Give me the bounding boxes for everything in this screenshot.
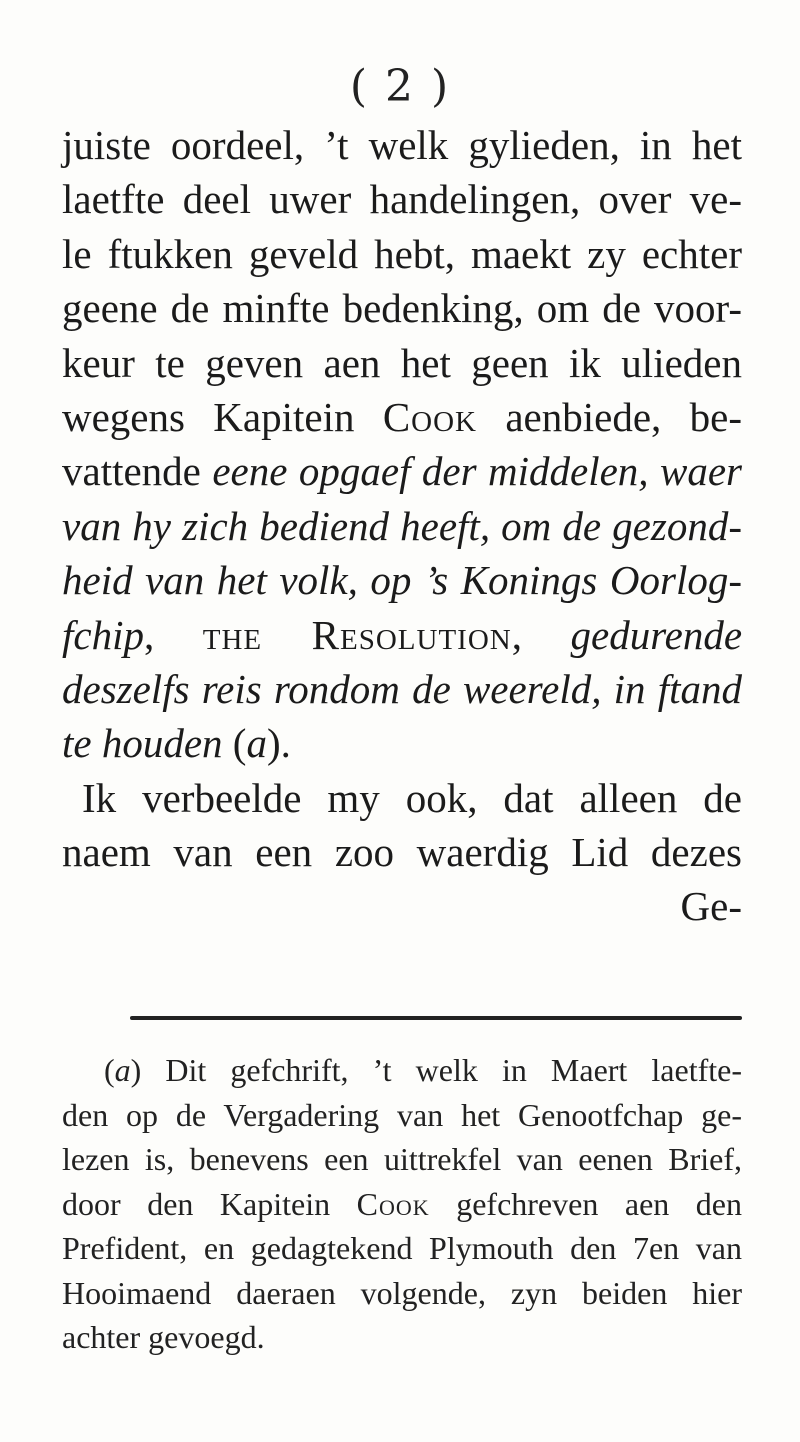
footnote-line-segment: den op de Vergadering van het Genootfchap ge- xyxy=(62,1096,742,1133)
text-line xyxy=(62,172,742,226)
text-line xyxy=(62,662,742,716)
footnote-line-segment: lezen is, benevens een uittrekfel van eenen Brief, xyxy=(62,1141,742,1177)
text-line-segment: le ftukken geveld hebt, maekt zy echter xyxy=(62,230,742,277)
footnote-line-segment: ( xyxy=(104,1052,115,1088)
footnote-line xyxy=(62,1271,742,1316)
footnote-line-segment: Cook xyxy=(356,1185,430,1222)
text-line xyxy=(62,716,742,770)
text-line-segment: wegens Kapitein xyxy=(62,393,383,440)
footnote-line-segment: door den Kapitein xyxy=(62,1185,357,1222)
text-line-segment: heid van het volk, op ’s Konings Oorlog- xyxy=(62,557,742,604)
text-line-segment: naem van een zoo waerdig Lid dezes xyxy=(62,829,742,876)
text-line-segment: eene opgaef der middelen, waer xyxy=(212,448,742,495)
text-line-segment: te houden xyxy=(62,720,223,767)
text-line-segment: Ge- xyxy=(680,883,742,930)
text-line-segment: fchip xyxy=(62,611,144,658)
text-line-segment: juiste oordeel, ’t welk gylieden, in het xyxy=(62,122,742,168)
text-line xyxy=(62,336,742,390)
text-line-segment: ( xyxy=(222,720,247,767)
footnote-line xyxy=(62,1048,742,1093)
footnote-line-segment: Hooimaend daeraen volgende, zyn beiden hier xyxy=(62,1274,742,1311)
text-line xyxy=(62,227,742,281)
text-line-segment: Cook xyxy=(382,393,478,440)
footnote-line xyxy=(62,1226,742,1271)
text-line-segment: keur te geven aen het geen ik ulieden xyxy=(62,339,742,386)
footnote-line-segment: achter gevoegd. xyxy=(62,1319,265,1355)
text-line-segment: deszelfs reis rondom de weereld, in ftand xyxy=(62,665,742,712)
text-line-segment: geene de minfte bedenking, om de voor- xyxy=(62,285,742,332)
text-line-segment: the Resolution xyxy=(202,611,512,658)
footnote-line xyxy=(62,1182,742,1227)
text-line xyxy=(62,771,742,825)
text-line xyxy=(62,825,742,879)
text-line-segment: , xyxy=(511,611,571,658)
text-line xyxy=(62,879,742,933)
page-number: ( 2 ) xyxy=(349,61,451,112)
text-line xyxy=(62,281,742,335)
text-line-segment: aenbiede, be- xyxy=(477,393,742,440)
footnote-line xyxy=(62,1093,742,1138)
text-line xyxy=(62,118,742,172)
footnote-line-segment: Prefident, en gedagtekend Plymouth den 7en van xyxy=(62,1230,742,1266)
text-line-segment: , xyxy=(143,611,203,658)
text-line-segment: ). xyxy=(266,720,291,767)
text-line-segment: laetfte deel uwer handelingen, over ve- xyxy=(62,176,742,223)
text-line xyxy=(62,608,742,662)
main-text xyxy=(62,118,742,934)
footnote-line-segment: ) Dit gefchrift, ’t welk in Maert laetfte- xyxy=(130,1052,742,1088)
text-line-segment: Ik verbeelde my ook, dat alleen de xyxy=(82,774,742,821)
footnote-line-segment: gefchreven aen den xyxy=(429,1185,743,1222)
text-line xyxy=(62,553,742,607)
text-line-segment: a xyxy=(246,720,267,767)
text-line-segment: van hy zich bediend heeft, om de gezond- xyxy=(62,502,742,549)
footnote xyxy=(62,1048,742,1360)
footnote-separator-rule xyxy=(130,1016,742,1020)
footnote-line xyxy=(62,1137,742,1182)
footnote-line-segment: a xyxy=(114,1052,131,1088)
text-line xyxy=(62,444,742,498)
text-line xyxy=(62,390,742,444)
footnote-line xyxy=(62,1315,742,1360)
text-line-segment: gedurende xyxy=(570,611,743,658)
text-line-segment: vattende xyxy=(62,448,213,495)
text-line xyxy=(62,499,742,553)
